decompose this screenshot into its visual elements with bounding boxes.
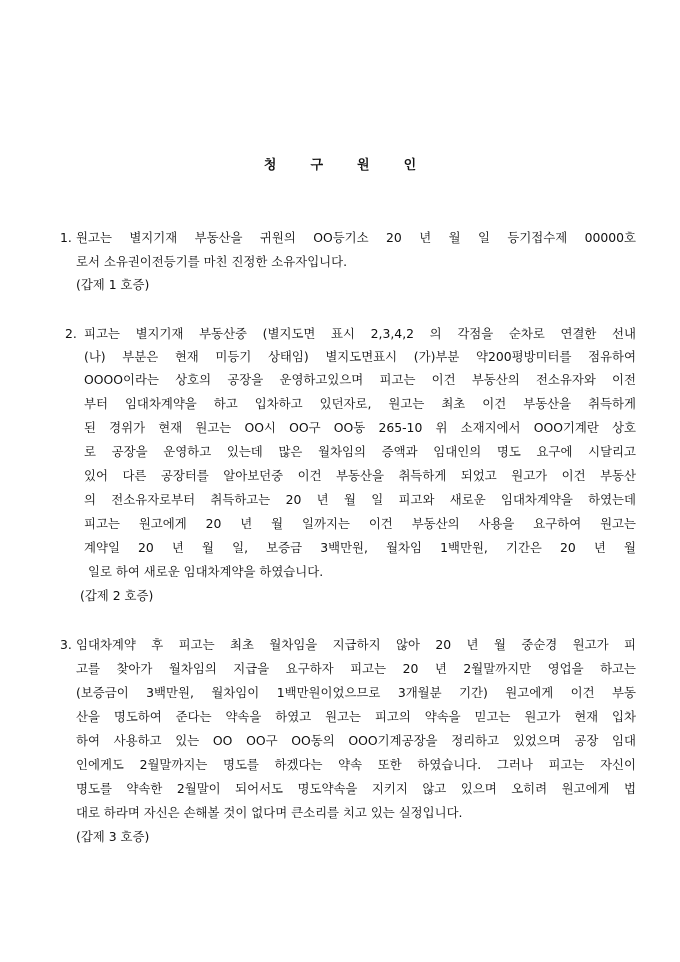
section-1-line-1: 원고는 별지기재 부동산을 귀원의 OO등기소 20 년 월 일 등기접수제 00000호 — [76, 230, 636, 245]
section-2-line-2: (나) 부분은 현재 미등기 상태임) 별지도면표시 (가)부분 약200평방미터를 점유하여 — [84, 349, 636, 364]
section-3-line-2: 고를 찾아가 월차임의 지급을 요구하자 피고는 20 년 2월말까지만 영업을 하고는 — [76, 661, 636, 676]
title-char: 구 — [310, 158, 323, 173]
section-1-number: 1. — [60, 230, 72, 245]
section-3-line-4: 산을 명도하여 준다는 약속을 하였고 원고는 피고의 약속을 믿고는 원고가 현재 입차 — [76, 709, 636, 724]
section-2-number: 2. — [65, 326, 77, 341]
section-3-line-1: 임대차계약 후 피고는 최초 월차임을 지급하지 않아 20 년 월 중순경 원고가 피 — [76, 637, 636, 652]
section-2-line-5: 된 경위가 현재 원고는 OO시 OO구 OO동 265-10 위 소재지에서 OOO기계란 상호 — [84, 420, 636, 435]
section-3-line-7: 명도를 약속한 2월말이 되어서도 명도약속을 지키지 않고 있으며 오히려 원고에게 법 — [76, 781, 636, 796]
section-2-evidence: (갑제 2 호증) — [80, 588, 154, 603]
section-2-line-4: 부터 임대차계약을 하고 입차하고 있던자로, 원고는 최초 이건 부동산을 취득하게 — [84, 396, 636, 411]
section-2-line-11: 일로 하여 새로운 임대차계약을 하였습니다. — [88, 564, 324, 579]
title-char: 청 — [263, 158, 277, 173]
section-2-line-7: 있어 다른 공장터를 알아보던중 이건 부동산을 취득하게 되었고 원고가 이건 부동산 — [84, 468, 636, 483]
title-char: 원 — [357, 158, 370, 173]
page-title — [0, 154, 680, 173]
section-2-line-1: 피고는 별지기재 부동산중 (별지도면 표시 2,3,4,2 의 각점을 순차로 연결한 선내 — [84, 326, 636, 341]
section-3-line-5: 하여 사용하고 있는 OO OO구 OO동의 OOO기계공장을 정리하고 있었으며 공장 임대 — [76, 733, 636, 748]
section-2-line-6: 로 공장을 운영하고 있는데 많은 월차임의 증액과 임대인의 명도 요구에 시달리고 — [84, 444, 636, 459]
title-char: 인 — [403, 158, 417, 173]
section-1-line-2: 로서 소유권이전등기를 마친 진정한 소유자입니다. — [76, 254, 348, 269]
section-3-line-8: 대로 하라며 자신은 손해볼 것이 없다며 큰소리를 치고 있는 실정입니다. — [76, 805, 463, 820]
section-2-line-9: 피고는 원고에게 20 년 월 일까지는 이건 부동산의 사용을 요구하여 원고는 — [84, 516, 636, 531]
section-3-line-6: 인에게도 2월말까지는 명도를 하겠다는 약속 또한 하였습니다. 그러나 피고는 자신이 — [76, 757, 636, 772]
section-3-evidence: (갑제 3 호증) — [76, 829, 150, 844]
section-2-line-3: OOOO이라는 상호의 공장을 운영하고있으며 피고는 이건 부동산의 전소유자와 이전 — [84, 372, 636, 387]
section-2-line-10: 계약일 20 년 월 일, 보증금 3백만원, 월차임 1백만원, 기간은 20 년 월 — [84, 540, 636, 555]
section-3-line-3: (보증금이 3백만원, 월차임이 1백만원이었으므로 3개월분 기간) 원고에게 이건 부동 — [76, 685, 636, 700]
section-2-line-8: 의 전소유자로부터 취득하고는 20 년 월 일 피고와 새로운 임대차계약을 하였는데 — [84, 492, 636, 507]
section-3-number: 3. — [60, 637, 72, 652]
section-1-evidence: (갑제 1 호증) — [76, 277, 150, 292]
